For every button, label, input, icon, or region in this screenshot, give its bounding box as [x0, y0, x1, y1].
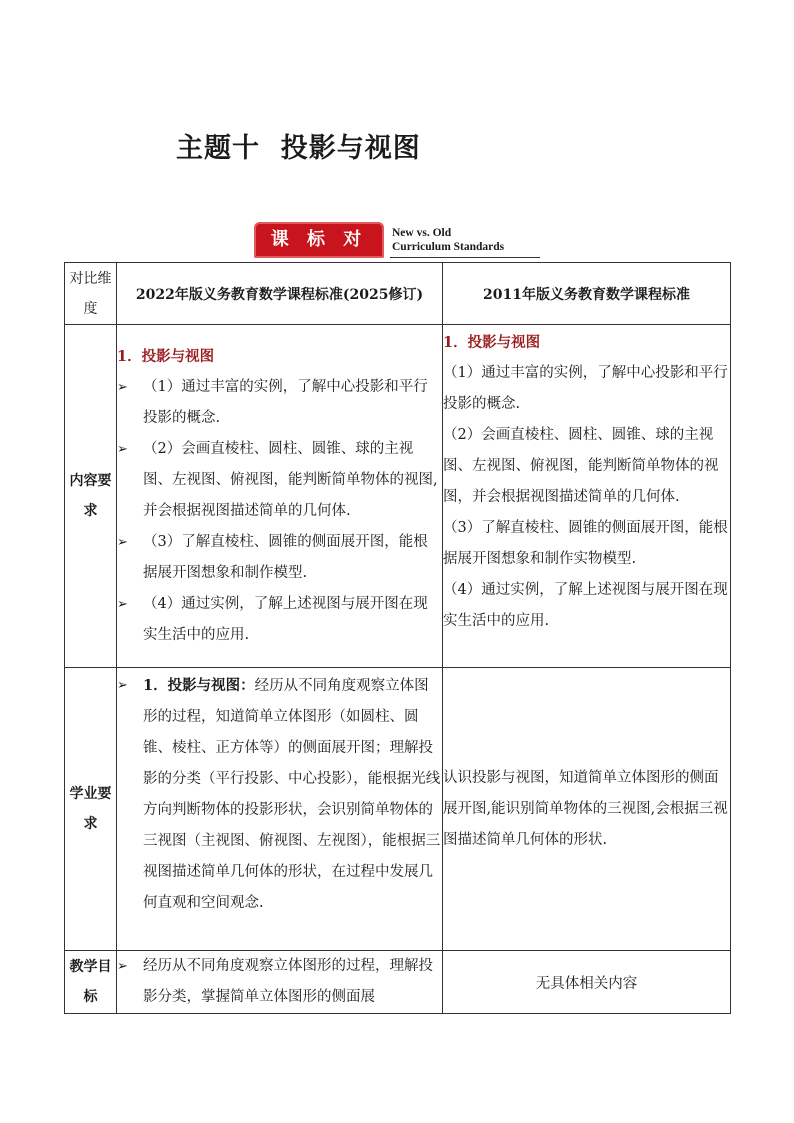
header-row	[65, 263, 731, 325]
arrow-bullet-icon: ➢	[117, 678, 128, 693]
goal-2022-cell	[117, 951, 443, 1014]
goal-row	[65, 951, 731, 1014]
arrow-bullet-icon: ➢	[117, 442, 128, 457]
dimension-academic: 学业要求	[65, 668, 117, 951]
content-2022-cell	[117, 325, 443, 668]
banner-underline	[390, 257, 540, 258]
banner-english-line2: Curriculum Standards	[392, 241, 505, 253]
list-item: ➢ （2）会画直棱柱、圆柱、圆锥、球的主视图、左视图、俯视图，能判断简单物体的视图,并会根据视图描述简单的几何体.	[117, 434, 442, 527]
list-item: （2）会画直棱柱、圆柱、圆锥、球的主视图、左视图、俯视图，能判断简单物体的视图，并会根据视图描述简单的几何体.	[443, 427, 719, 505]
list-item: （4）通过实例，了解上述视图与展开图在现实生活中的应用.	[443, 582, 728, 629]
list-item	[117, 670, 442, 919]
dimension-content: 内容要求	[65, 325, 117, 668]
section-banner	[254, 222, 544, 286]
header-2011-standard: 2011年版义务教育数学课程标准	[443, 263, 731, 325]
content-2022-title: 1．投影与视图	[117, 348, 215, 365]
list-item: （3）了解直棱柱、圆锥的侧面展开图，能根据展开图想象和制作实物模型.	[443, 520, 728, 567]
arrow-bullet-icon: ➢	[117, 597, 128, 612]
banner-english	[392, 226, 504, 254]
list-item: ➢ （3）了解直棱柱、圆锥的侧面展开图，能根据展开图想象和制作模型.	[117, 527, 442, 589]
academic-2011-text: 认识投影与视图，知道简单立体图形的侧面展开图,能识别简单物体的三视图,会根据三视图描述简单几何体的形状.	[443, 769, 728, 848]
banner-label: 课 标 对 比	[254, 222, 384, 258]
list-item: （1）通过丰富的实例，了解中心投影和平行投影的概念.	[443, 365, 728, 412]
arrow-bullet-icon: ➢	[117, 380, 128, 395]
academic-2022-text: 经历从不同角度观察立体图形的过程，知道简单立体图形（如圆柱、圆锥、棱柱、正方体等）的侧面展开图；理解投影的分类（平行投影、中心投影），能根据光线方向判断物体的投影形状，会识别简单物体的三视图（主视图、俯视图、左视图），能根据三视图描述简单几何体的形状，在过程中发展几何直观和空间观念.	[143, 678, 441, 911]
content-2011-title: 1．投影与视图	[443, 334, 541, 351]
arrow-bullet-icon: ➢	[117, 959, 128, 974]
academic-2022-cell	[117, 668, 443, 951]
page-title: 主题十 投影与视图	[176, 133, 421, 164]
list-item: ➢ （1）通过丰富的实例，了解中心投影和平行投影的概念.	[117, 372, 442, 434]
header-2022-standard: 2022年版义务教育数学课程标准(2025修订)	[117, 263, 443, 325]
comparison-table	[64, 262, 731, 1014]
academic-2011-cell	[443, 668, 731, 951]
content-2011-cell	[443, 325, 731, 668]
goal-2011-cell: 无具体相关内容	[443, 951, 731, 1014]
banner-english-line1: New vs. Old	[392, 227, 452, 239]
academic-row	[65, 668, 731, 951]
list-item: ➢ 经历从不同角度观察立体图形的过程，理解投影分类，掌握简单立体图形的侧面展	[117, 951, 442, 1013]
list-item: ➢ （4）通过实例，了解上述视图与展开图在现实生活中的应用.	[117, 589, 442, 651]
header-dimension: 对比维度	[65, 263, 117, 325]
academic-2022-lead: 1．投影与视图：	[143, 677, 255, 694]
content-row	[65, 325, 731, 668]
dimension-goal: 教学目标	[65, 951, 117, 1014]
arrow-bullet-icon: ➢	[117, 535, 128, 550]
